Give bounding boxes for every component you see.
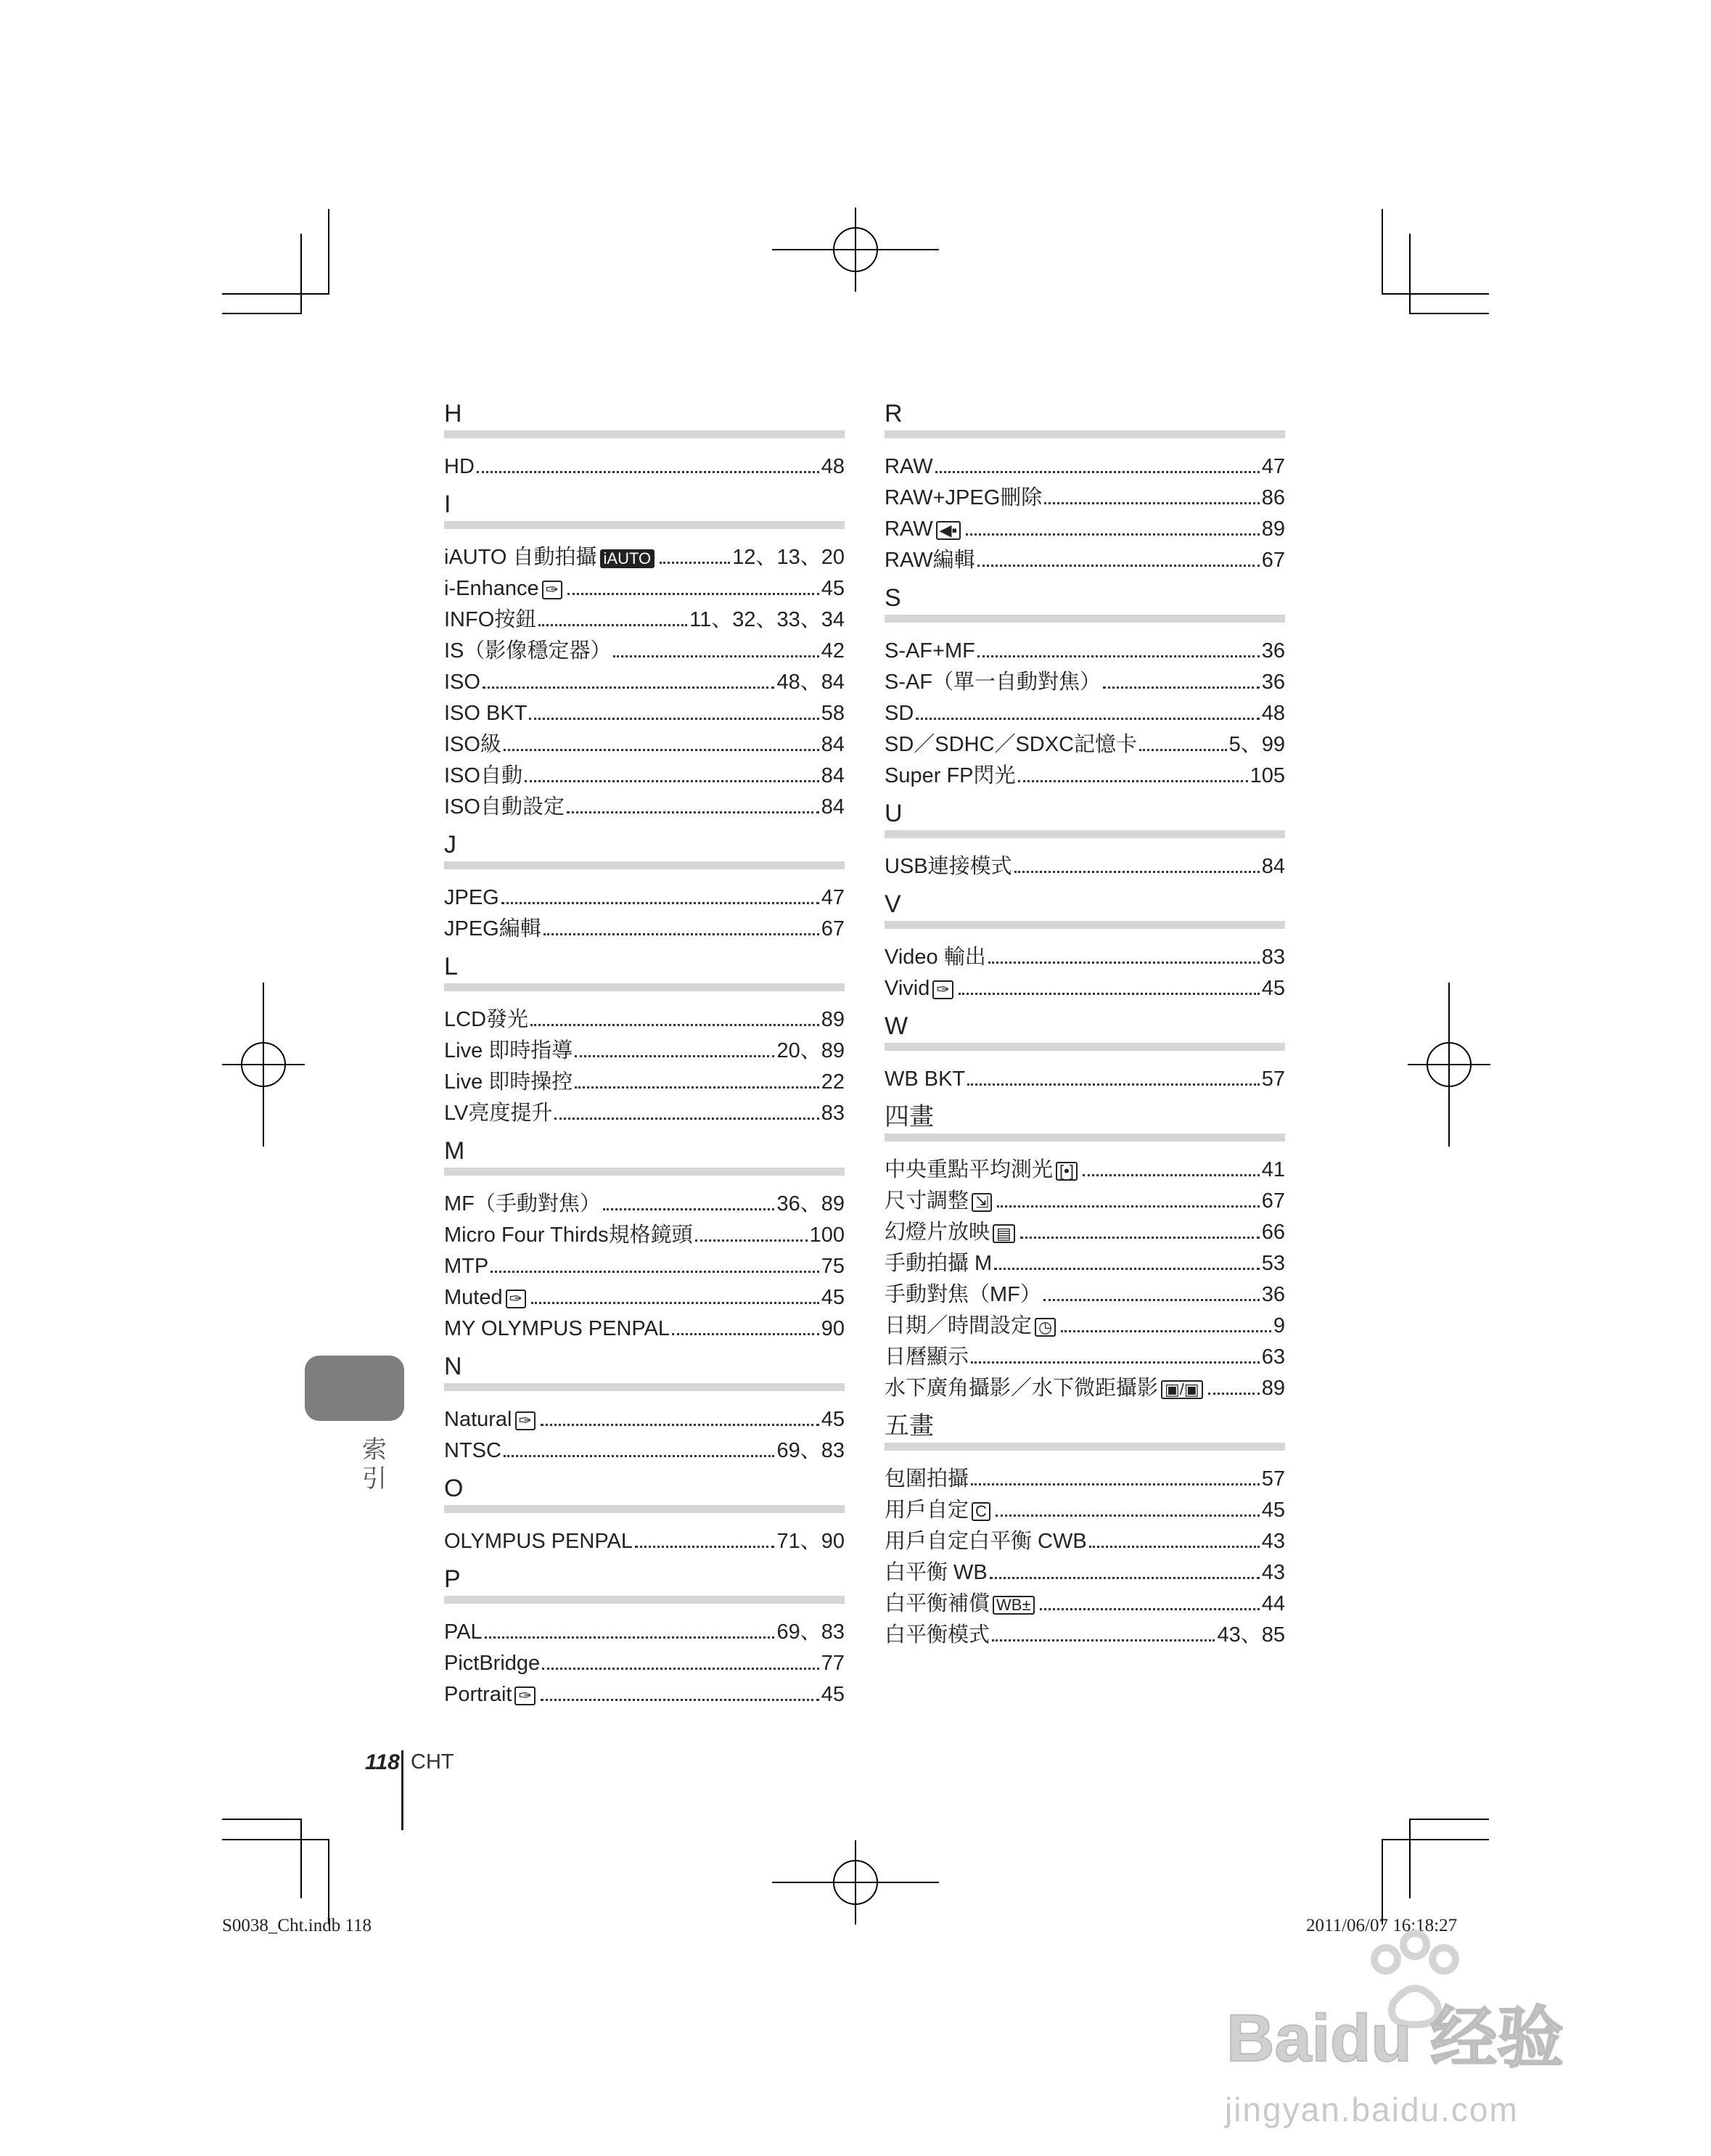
dot-leader bbox=[603, 1208, 775, 1210]
index-entry-page: 20、89 bbox=[776, 1039, 845, 1062]
dot-leader bbox=[530, 1024, 819, 1026]
index-entry bbox=[444, 542, 845, 573]
index-entry-label: HD bbox=[444, 455, 475, 478]
index-entry-page: 42 bbox=[821, 639, 845, 663]
index-entry-label: PAL bbox=[444, 1620, 483, 1644]
index-entry bbox=[885, 483, 1285, 514]
index-entry-label: MY OLYMPUS PENPAL bbox=[444, 1317, 670, 1340]
index-entry bbox=[885, 667, 1285, 698]
index-section bbox=[885, 399, 1285, 576]
index-section-letter: R bbox=[885, 400, 903, 427]
dot-leader bbox=[567, 593, 819, 595]
index-entry-page: 57 bbox=[1261, 1067, 1285, 1091]
dot-leader bbox=[491, 1271, 819, 1273]
index-entry bbox=[444, 914, 845, 945]
index-entry bbox=[444, 636, 845, 667]
index-entry bbox=[444, 1036, 845, 1067]
index-entry-page: 71、90 bbox=[776, 1530, 845, 1553]
index-entry-page: 11、32、33、34 bbox=[689, 608, 845, 631]
dot-leader bbox=[613, 655, 818, 657]
index-section bbox=[885, 799, 1285, 882]
index-entry bbox=[885, 545, 1285, 576]
index-entry-label: RAW bbox=[885, 517, 933, 541]
index-entry-label: Muted bbox=[444, 1286, 503, 1309]
dot-leader bbox=[990, 1577, 1260, 1579]
registration-mark-right bbox=[1408, 983, 1490, 1147]
index-entry-label: Live 即時操控 bbox=[444, 1070, 573, 1094]
index-entry-page: 48、84 bbox=[776, 671, 845, 694]
footer-file-slug: S0038_Cht.indb 118 bbox=[222, 1916, 372, 1935]
dot-leader bbox=[1208, 1393, 1260, 1395]
index-entry-label: RAW+JPEG刪除 bbox=[885, 486, 1043, 509]
index-entry-label: MTP bbox=[444, 1255, 489, 1278]
dot-leader bbox=[1083, 1174, 1260, 1176]
index-entry bbox=[885, 1620, 1285, 1651]
index-section bbox=[444, 399, 845, 483]
index-section bbox=[444, 1136, 845, 1345]
index-entry-page: 67 bbox=[1261, 549, 1285, 572]
index-entry bbox=[885, 729, 1285, 761]
dot-leader bbox=[1020, 1237, 1260, 1239]
index-entry-page: 45 bbox=[1261, 977, 1285, 1000]
index-entry-page: 105 bbox=[1250, 764, 1285, 787]
index-section-letter: S bbox=[885, 584, 901, 612]
dot-leader bbox=[660, 562, 730, 564]
index-entry-page: 57 bbox=[1261, 1467, 1285, 1491]
mode-symbol-icon: ◷ bbox=[1035, 1318, 1056, 1337]
dot-leader bbox=[529, 718, 818, 720]
watermark-brand: Baidu 经验 bbox=[1226, 2001, 1564, 2075]
index-entry-label: JPEG編輯 bbox=[444, 917, 541, 940]
index-entry-page: 47 bbox=[1261, 455, 1285, 478]
index-section-rule bbox=[885, 830, 1285, 838]
index-section-rule bbox=[444, 1168, 845, 1176]
index-section bbox=[885, 1411, 1285, 1651]
index-entry-label: IS（影像穩定器） bbox=[444, 639, 612, 663]
index-entry-page: 47 bbox=[821, 886, 845, 909]
index-entry bbox=[885, 851, 1285, 882]
index-entry-page: 89 bbox=[1261, 517, 1285, 541]
index-entry bbox=[885, 1373, 1285, 1404]
index-entry-page: 84 bbox=[1261, 855, 1285, 878]
dot-leader bbox=[966, 533, 1259, 536]
index-section bbox=[885, 890, 1285, 1004]
index-section-rule bbox=[444, 1596, 845, 1604]
dot-leader bbox=[567, 811, 819, 813]
index-entry-label: ISO BKT bbox=[444, 702, 528, 725]
index-entry-page: 67 bbox=[821, 917, 845, 940]
index-entry-page: 69、83 bbox=[776, 1620, 845, 1644]
index-entry bbox=[444, 882, 845, 914]
dot-leader bbox=[997, 1205, 1259, 1208]
index-entry-label: 白平衡 WB bbox=[885, 1561, 988, 1584]
index-entry bbox=[885, 1217, 1285, 1248]
index-entry bbox=[885, 1557, 1285, 1589]
index-entry-page: 86 bbox=[1261, 486, 1285, 509]
index-entry bbox=[885, 1064, 1285, 1095]
index-entry-page: 22 bbox=[821, 1070, 845, 1094]
index-entry-label: Micro Four Thirds規格鏡頭 bbox=[444, 1223, 693, 1247]
dot-leader bbox=[1040, 1608, 1260, 1610]
index-entry-page: 67 bbox=[1261, 1189, 1285, 1213]
index-entry-label: 日期／時間設定 bbox=[885, 1314, 1033, 1337]
dot-leader bbox=[916, 718, 1259, 720]
index-entry-label: 尺寸調整 bbox=[885, 1189, 969, 1213]
index-entry bbox=[885, 514, 1285, 545]
dot-leader bbox=[575, 1086, 818, 1089]
index-entry-label: MF（手動對焦） bbox=[444, 1192, 601, 1216]
index-section-rule bbox=[444, 430, 845, 438]
mode-symbol-icon: ▤ bbox=[993, 1224, 1015, 1243]
dot-leader bbox=[971, 1483, 1260, 1485]
index-entry-page: 77 bbox=[821, 1652, 845, 1675]
index-section bbox=[444, 1352, 845, 1467]
index-entry-page: 5、99 bbox=[1228, 733, 1285, 756]
index-entry-page: 43 bbox=[1261, 1561, 1285, 1584]
mode-symbol-icon: ✑ bbox=[932, 980, 953, 999]
index-entry-label: 白平衡補償 bbox=[885, 1592, 990, 1615]
index-entry bbox=[885, 698, 1285, 729]
index-entry-label: 包圍拍攝 bbox=[885, 1467, 969, 1491]
dot-leader bbox=[672, 1333, 819, 1335]
index-entry-page: 53 bbox=[1261, 1252, 1285, 1275]
index-entry-page: 90 bbox=[821, 1317, 845, 1340]
index-section-rule bbox=[885, 615, 1285, 623]
dot-leader bbox=[543, 933, 819, 935]
mode-symbol-icon: ✑ bbox=[506, 1290, 526, 1308]
index-column-left bbox=[444, 392, 845, 1710]
index-entry-page: 36、89 bbox=[776, 1192, 845, 1216]
index-section-rule bbox=[885, 1134, 1285, 1141]
dot-leader bbox=[988, 962, 1260, 964]
index-entry bbox=[444, 761, 845, 792]
index-entry bbox=[444, 1067, 845, 1098]
dot-leader bbox=[1044, 502, 1259, 504]
index-entry-page: 84 bbox=[821, 764, 845, 787]
dot-leader bbox=[1014, 871, 1260, 873]
index-entry bbox=[444, 792, 845, 823]
index-entry-label: Vivid bbox=[885, 977, 930, 1000]
index-entry bbox=[444, 573, 845, 604]
index-section-letter: L bbox=[444, 953, 458, 980]
mode-symbol-icon: iAUTO bbox=[600, 549, 655, 568]
index-section-rule bbox=[444, 1505, 845, 1513]
index-entry bbox=[444, 1313, 845, 1345]
mode-symbol-icon: ✑ bbox=[514, 1686, 535, 1705]
index-entry-page: 75 bbox=[821, 1255, 845, 1278]
mode-symbol-icon: [•] bbox=[1056, 1162, 1078, 1181]
index-section-letter: U bbox=[885, 800, 903, 827]
index-entry-label: 用戶自定 bbox=[885, 1499, 969, 1522]
mode-symbol-icon: WB± bbox=[993, 1596, 1035, 1615]
dot-leader bbox=[485, 1636, 775, 1639]
dot-leader bbox=[1089, 1546, 1260, 1548]
index-entry bbox=[444, 1098, 845, 1129]
index-entry-page: 48 bbox=[821, 455, 845, 478]
dot-leader bbox=[525, 780, 819, 782]
index-entry-page: 36 bbox=[1261, 671, 1285, 694]
index-entry-label: Super FP閃光 bbox=[885, 764, 1016, 787]
dot-leader bbox=[959, 993, 1260, 995]
dot-leader bbox=[1018, 780, 1248, 782]
index-entry bbox=[885, 1155, 1285, 1186]
watermark-url: jingyan.baidu.com bbox=[1225, 2091, 1519, 2128]
page-number: 118 bbox=[365, 1750, 400, 1774]
index-entry-label: SD bbox=[885, 702, 914, 725]
index-entry-page: 45 bbox=[821, 577, 845, 600]
mode-symbol-icon: ✑ bbox=[542, 581, 562, 599]
index-entry-page: 84 bbox=[821, 795, 845, 819]
index-entry-label: JPEG bbox=[444, 886, 499, 909]
index-entry bbox=[885, 1248, 1285, 1279]
dot-leader bbox=[483, 686, 775, 689]
dot-leader bbox=[1103, 686, 1260, 689]
index-entry bbox=[444, 1526, 845, 1557]
index-entry-page: 44 bbox=[1261, 1592, 1285, 1615]
index-entry bbox=[885, 973, 1285, 1004]
index-entry-page: 48 bbox=[1261, 702, 1285, 725]
mode-symbol-icon: ◀▪ bbox=[936, 521, 961, 540]
index-entry-label: ISO自動設定 bbox=[444, 795, 565, 819]
index-section-rule bbox=[885, 1043, 1285, 1051]
index-entry-label: RAW bbox=[885, 455, 933, 478]
index-entry bbox=[885, 1589, 1285, 1620]
index-entry-label: S-AF+MF bbox=[885, 639, 975, 663]
index-section bbox=[885, 583, 1285, 792]
index-section-rule bbox=[444, 861, 845, 869]
dot-leader bbox=[504, 749, 819, 751]
index-entry-page: 83 bbox=[1261, 946, 1285, 969]
index-entry-label: RAW編輯 bbox=[885, 549, 975, 572]
dot-leader bbox=[575, 1055, 774, 1057]
index-section-letter: 四畫 bbox=[885, 1103, 934, 1131]
index-entry bbox=[444, 1189, 845, 1220]
index-entry bbox=[885, 1186, 1285, 1217]
index-entry-page: 58 bbox=[821, 702, 845, 725]
index-entry bbox=[885, 761, 1285, 792]
index-entry bbox=[885, 1464, 1285, 1495]
index-entry bbox=[885, 942, 1285, 973]
dot-leader bbox=[1043, 1299, 1260, 1301]
index-entry-page: 66 bbox=[1261, 1221, 1285, 1244]
page-language: CHT bbox=[411, 1750, 454, 1774]
index-entry-label: 中央重點平均測光 bbox=[885, 1158, 1054, 1181]
index-column-right bbox=[885, 392, 1285, 1651]
index-entry-page: 43、85 bbox=[1217, 1623, 1285, 1647]
index-section bbox=[444, 1474, 845, 1557]
index-entry-label: SD／SDHC／SDXC記憶卡 bbox=[885, 733, 1138, 756]
index-entry bbox=[444, 729, 845, 761]
index-section-letter: P bbox=[444, 1565, 461, 1593]
index-section-rule bbox=[885, 921, 1285, 929]
index-section-letter: N bbox=[444, 1353, 462, 1380]
index-section-rule bbox=[885, 1443, 1285, 1451]
index-entry-label: 用戶自定白平衡 CWB bbox=[885, 1530, 1087, 1553]
index-section-letter: W bbox=[885, 1012, 908, 1040]
index-entry bbox=[444, 1282, 845, 1313]
index-entry-label: Natural bbox=[444, 1408, 512, 1431]
index-entry-page: 45 bbox=[821, 1683, 845, 1706]
index-entry-page: 100 bbox=[809, 1223, 845, 1247]
dot-leader bbox=[967, 1083, 1260, 1086]
index-entry bbox=[444, 1404, 845, 1435]
mode-symbol-icon: ⇲ bbox=[972, 1193, 992, 1212]
index-entry-label: OLYMPUS PENPAL bbox=[444, 1530, 633, 1553]
index-section-letter: O bbox=[444, 1475, 464, 1502]
dot-leader bbox=[635, 1546, 774, 1548]
index-entry bbox=[444, 1220, 845, 1251]
index-section-letter: I bbox=[444, 491, 451, 518]
registration-mark-top bbox=[772, 208, 939, 292]
dot-leader bbox=[1139, 749, 1227, 751]
index-entry bbox=[885, 1526, 1285, 1557]
index-entry-label: USB連接模式 bbox=[885, 855, 1012, 878]
index-section-rule bbox=[444, 983, 845, 991]
index-entry-page: 89 bbox=[821, 1008, 845, 1031]
dot-leader bbox=[935, 471, 1260, 473]
dot-leader bbox=[477, 471, 819, 473]
index-section-letter: V bbox=[885, 890, 901, 918]
dot-leader bbox=[501, 902, 819, 904]
index-section-rule bbox=[444, 1383, 845, 1391]
dot-leader bbox=[554, 1118, 818, 1120]
dot-leader bbox=[541, 1699, 819, 1701]
dot-leader bbox=[531, 1302, 819, 1304]
index-entry bbox=[444, 1679, 845, 1710]
index-section bbox=[444, 490, 845, 823]
index-entry-page: 45 bbox=[1261, 1499, 1285, 1522]
index-entry bbox=[444, 1617, 845, 1648]
index-section bbox=[444, 1565, 845, 1710]
index-entry-page: 36 bbox=[1261, 1283, 1285, 1306]
index-entry bbox=[885, 1342, 1285, 1373]
index-section-letter: 五畫 bbox=[885, 1412, 934, 1440]
index-entry bbox=[444, 698, 845, 729]
index-section bbox=[885, 1102, 1285, 1404]
index-section-rule bbox=[444, 521, 845, 529]
index-entry-label: PictBridge bbox=[444, 1652, 541, 1675]
index-entry-page: 63 bbox=[1261, 1345, 1285, 1369]
index-entry-label: LV亮度提升 bbox=[444, 1102, 553, 1125]
dot-leader bbox=[971, 1361, 1260, 1364]
index-entry-label: 幻燈片放映 bbox=[885, 1221, 990, 1244]
mode-symbol-icon: C bbox=[972, 1502, 990, 1521]
dot-leader bbox=[695, 1239, 808, 1242]
index-entry bbox=[885, 451, 1285, 483]
index-section-letter: J bbox=[444, 831, 456, 858]
dot-leader bbox=[977, 565, 1260, 567]
dot-leader bbox=[977, 655, 1260, 657]
index-section bbox=[444, 830, 845, 945]
dot-leader bbox=[541, 1424, 819, 1426]
index-entry-page: 36 bbox=[1261, 639, 1285, 663]
dot-leader bbox=[538, 624, 687, 626]
index-entry-label: LCD發光 bbox=[444, 1008, 529, 1031]
dot-leader bbox=[504, 1455, 775, 1457]
index-entry-label: 手動對焦（MF） bbox=[885, 1283, 1041, 1306]
index-entry-page: 69、83 bbox=[776, 1439, 845, 1462]
index-entry-page: 12、13、20 bbox=[732, 546, 845, 569]
index-entry-label: 日曆顯示 bbox=[885, 1345, 969, 1369]
index-entry bbox=[444, 1648, 845, 1679]
registration-mark-bottom bbox=[772, 1840, 939, 1925]
index-entry bbox=[885, 1279, 1285, 1311]
dot-leader bbox=[542, 1668, 819, 1670]
index-entry-page: 84 bbox=[821, 733, 845, 756]
index-entry bbox=[885, 1495, 1285, 1526]
index-section bbox=[885, 1012, 1285, 1095]
index-entry-page: 45 bbox=[821, 1408, 845, 1431]
index-entry-label: 白平衡模式 bbox=[885, 1623, 990, 1647]
index-entry-label: WB BKT bbox=[885, 1067, 966, 1091]
mode-symbol-icon: ▣/▣ bbox=[1161, 1380, 1203, 1399]
index-entry-label: iAUTO 自動拍攝 bbox=[444, 546, 597, 569]
index-entry-page: 45 bbox=[821, 1286, 845, 1309]
index-entry-page: 43 bbox=[1261, 1530, 1285, 1553]
index-entry-label: S-AF（單一自動對焦） bbox=[885, 671, 1101, 694]
index-entry bbox=[444, 451, 845, 483]
index-entry bbox=[444, 667, 845, 698]
index-entry-label: 手動拍攝 M bbox=[885, 1252, 993, 1275]
page-number-divider bbox=[401, 1750, 403, 1830]
index-entry-page: 83 bbox=[821, 1102, 845, 1125]
index-entry-label: Live 即時指導 bbox=[444, 1039, 573, 1062]
index-entry-label: NTSC bbox=[444, 1439, 501, 1462]
index-entry bbox=[885, 636, 1285, 667]
index-section-letter: M bbox=[444, 1137, 465, 1165]
index-entry bbox=[885, 1311, 1285, 1342]
index-entry bbox=[444, 1435, 845, 1467]
mode-symbol-icon: ✑ bbox=[515, 1411, 536, 1430]
index-entry-label: Portrait bbox=[444, 1683, 512, 1706]
index-section-letter: H bbox=[444, 400, 462, 427]
dot-leader bbox=[1061, 1330, 1271, 1332]
index-entry-label: 水下廣角攝影／水下微距攝影 bbox=[885, 1377, 1159, 1400]
index-entry-label: ISO bbox=[444, 671, 480, 694]
index-section bbox=[444, 952, 845, 1129]
index-entry bbox=[444, 1004, 845, 1036]
section-tab-label: 索引 bbox=[362, 1436, 387, 1493]
index-section-rule bbox=[885, 430, 1285, 438]
footer-timestamp: 2011/06/07 16:18:27 bbox=[1306, 1916, 1458, 1935]
index-entry bbox=[444, 1251, 845, 1282]
dot-leader bbox=[992, 1639, 1215, 1641]
registration-mark-left bbox=[222, 983, 305, 1147]
index-entry-label: INFO按鈕 bbox=[444, 608, 537, 631]
index-entry bbox=[444, 604, 845, 636]
index-entry-page: 89 bbox=[1261, 1377, 1285, 1400]
index-entry-page: 9 bbox=[1273, 1314, 1285, 1337]
index-entry-label: ISO自動 bbox=[444, 764, 522, 787]
dot-leader bbox=[994, 1268, 1260, 1270]
index-entry-label: ISO級 bbox=[444, 733, 501, 756]
index-entry-label: i-Enhance bbox=[444, 577, 539, 600]
index-entry-page: 41 bbox=[1261, 1158, 1285, 1181]
dot-leader bbox=[996, 1514, 1260, 1517]
index-entry-label: Video 輸出 bbox=[885, 946, 986, 969]
section-tab bbox=[305, 1356, 404, 1421]
